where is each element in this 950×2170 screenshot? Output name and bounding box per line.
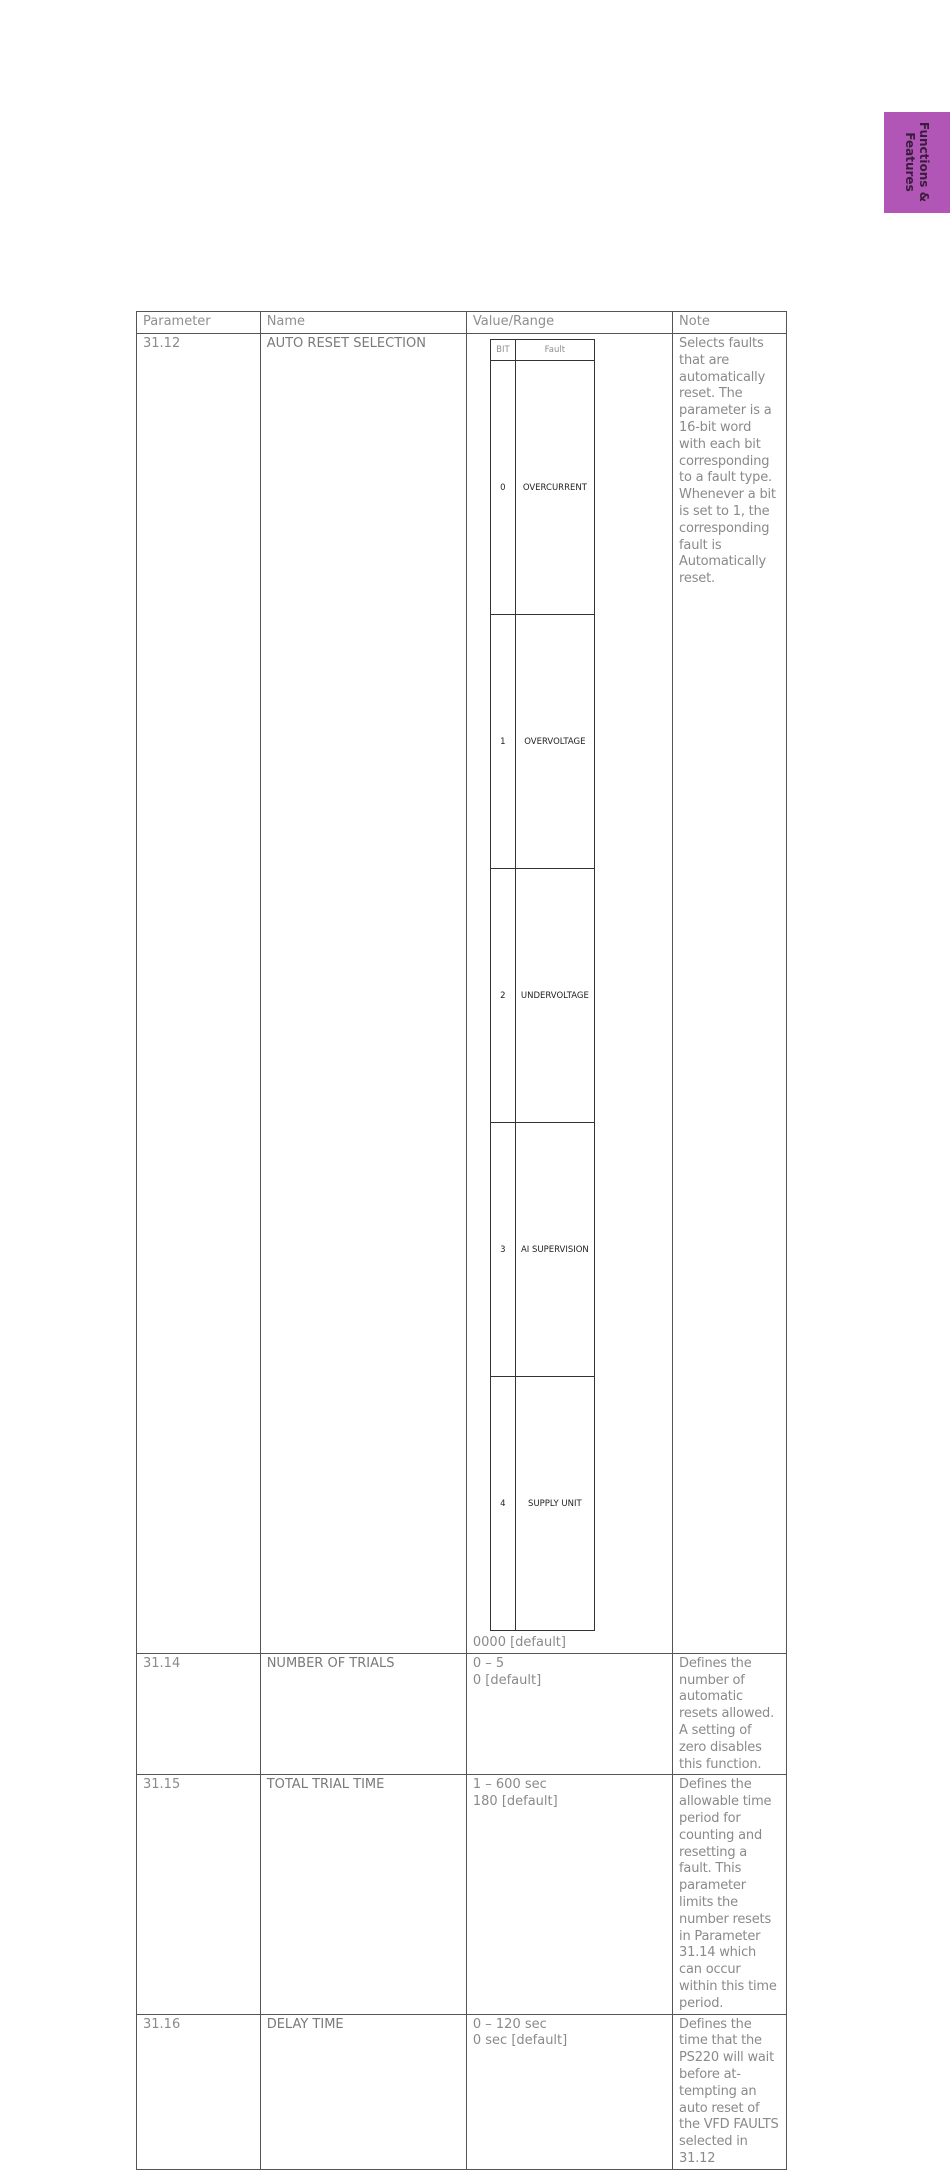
value-range-cell bbox=[466, 1775, 672, 2014]
default-value: 0 [default] bbox=[472, 1672, 542, 1688]
default-value: 180 [default] bbox=[472, 1794, 558, 1810]
parameter-note: Defines the number of automatic resets allowed. A setting of zero disables this function. bbox=[673, 1653, 787, 1775]
fault-name: AI SUPERVISION bbox=[515, 1123, 594, 1377]
bit-number: 2 bbox=[490, 869, 515, 1123]
parameter-number: 31.16 bbox=[137, 2014, 261, 2169]
header-note: Note bbox=[673, 312, 787, 334]
bit-table-header bbox=[490, 340, 594, 361]
parameter-name: DELAY TIME bbox=[260, 2014, 466, 2169]
bit-table-row bbox=[490, 1123, 594, 1377]
parameter-note: Defines the time that the PS220 will wait before at-tempting an auto reset of the VFD FAULTS selected in 31.12 bbox=[673, 2014, 787, 2169]
bit-table-row bbox=[490, 361, 594, 615]
parameter-number: 31.14 bbox=[137, 1653, 261, 1775]
value-range-cell bbox=[466, 1653, 672, 1775]
parameter-number: 31.15 bbox=[137, 1775, 261, 2014]
bit-table-row bbox=[490, 1377, 594, 1631]
default-value: 0 sec [default] bbox=[472, 2033, 568, 2049]
table-row bbox=[137, 1775, 787, 2014]
parameter-note: Defines the allowable time period for counting and resetting a fault. This parameter limits the number resets in Parameter 31.14 which can occur within this time period. bbox=[673, 1775, 787, 2014]
section-side-tab bbox=[884, 112, 950, 213]
parameter-name: TOTAL TRIAL TIME bbox=[260, 1775, 466, 2014]
value-range: 0 – 5 bbox=[472, 1655, 505, 1671]
fault-name: OVERCURRENT bbox=[515, 361, 594, 615]
table-row bbox=[137, 2014, 787, 2169]
bit-header: BIT bbox=[490, 340, 515, 361]
bit-fault-table bbox=[490, 339, 595, 1631]
table-row bbox=[137, 334, 787, 1654]
parameter-number: 31.12 bbox=[137, 334, 261, 1654]
value-range: 1 – 600 sec bbox=[472, 1777, 547, 1793]
bit-number: 4 bbox=[490, 1377, 515, 1631]
parameter-name: AUTO RESET SELECTION bbox=[260, 334, 466, 1654]
side-tab-label bbox=[903, 112, 931, 213]
parameter-table bbox=[136, 311, 787, 2170]
bit-table-row bbox=[490, 869, 594, 1123]
header-value-range: Value/Range bbox=[466, 312, 672, 334]
value-range-cell bbox=[466, 2014, 672, 2169]
bit-number: 1 bbox=[490, 615, 515, 869]
parameter-name: NUMBER OF TRIALS bbox=[260, 1653, 466, 1775]
side-tab-line-1: Functions & bbox=[917, 121, 931, 203]
value-range: 0 – 120 sec bbox=[472, 2016, 547, 2032]
fault-header: Fault bbox=[515, 340, 594, 361]
parameter-note: Selects faults that are automatically reset. The parameter is a 16-bit word with each bit corresponding to a fault type. Whenever a bit is set to 1, the corresponding fault is Automatically reset. bbox=[673, 334, 787, 1654]
fault-name: SUPPLY UNIT bbox=[515, 1377, 594, 1631]
value-range-cell bbox=[466, 334, 672, 1654]
side-tab-line-2: Features bbox=[903, 132, 917, 192]
bit-number: 0 bbox=[490, 361, 515, 615]
bit-number: 3 bbox=[490, 1123, 515, 1377]
default-value: 0000 [default] bbox=[472, 1635, 566, 1650]
header-parameter: Parameter bbox=[137, 312, 261, 334]
table-row bbox=[137, 1653, 787, 1775]
fault-name: OVERVOLTAGE bbox=[515, 615, 594, 869]
bit-table-row bbox=[490, 615, 594, 869]
header-name: Name bbox=[260, 312, 466, 334]
table-header-row bbox=[137, 312, 787, 334]
fault-name: UNDERVOLTAGE bbox=[515, 869, 594, 1123]
